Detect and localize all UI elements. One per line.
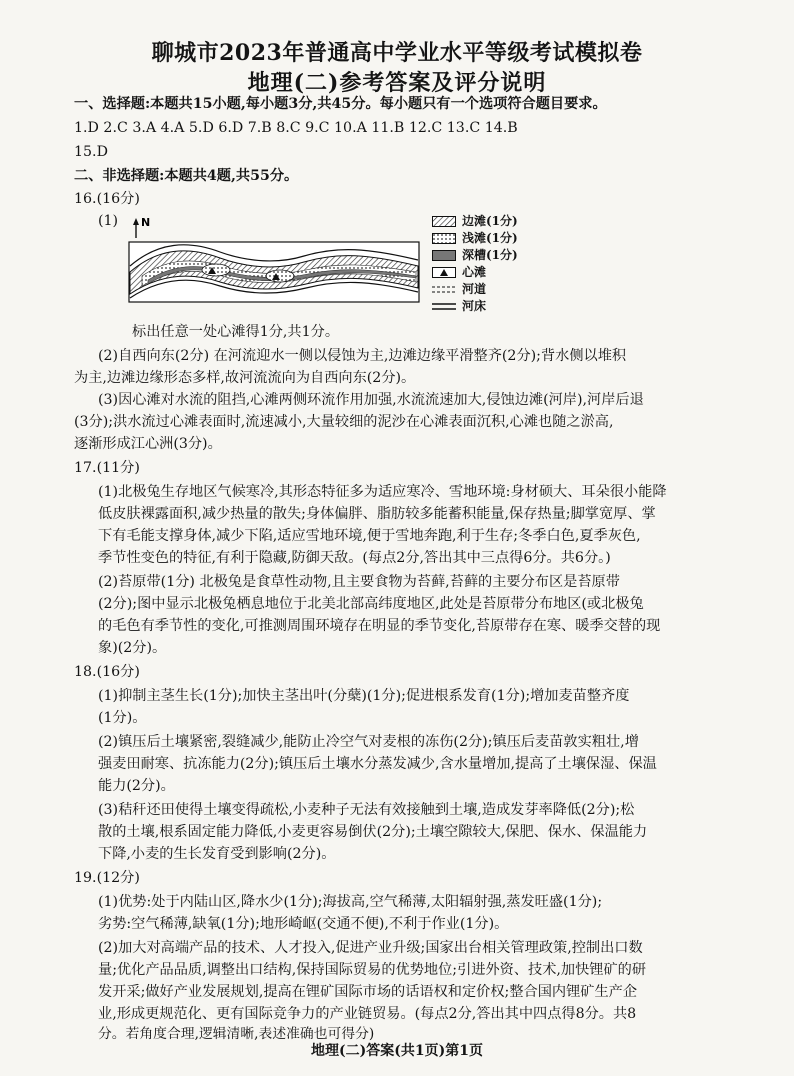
q18-line: 强麦田耐寒、抗冻能力(2分);镇压后土壤水分蒸发减少,含水量增加,提高了土壤保湿、保温 — [98, 756, 657, 772]
q16-line: (2)自西向东(2分) 在河流迎水一侧以侵蚀为主,边滩边缘平滑整齐(2分);背水侧以堆积 — [98, 348, 627, 364]
mid-channel-bar-east — [266, 270, 294, 282]
page-subtitle: 地理(二)参考答案及评分说明 — [247, 70, 547, 96]
q16-line: 逐渐形成江心洲(3分)。 — [74, 436, 222, 452]
q16-line: (3)因心滩对水流的阻挡,心滩两侧环流作用加强,水流流速加大,侵蚀边滩(河岸),河岸后退 — [98, 392, 644, 408]
q19-line: 发开采;做好产业发展规划,提高在锂矿国际市场的话语权和定价权;整合国内锂矿生产企 — [98, 984, 638, 1000]
q17-line: 的毛色有季节性的变化,可推测周围环境存在明显的季节变化,苔原带存在寒、暖季交替的现 — [98, 618, 661, 634]
q16-part1-label: (1) — [98, 213, 119, 229]
river-map-svg — [128, 214, 422, 304]
q19-line: 分。若角度合理,逻辑清晰,表述准确也可得分) — [98, 1026, 375, 1042]
q17-line: 季节性变色的特征,有利于隐藏,防御天敌。(每点2分,答出其中三点得6分。共6分。) — [98, 550, 611, 566]
q17-line: 象)(2分)。 — [98, 640, 167, 656]
q18-line: (2)镇压后土壤紧密,裂缝减少,能防止冷空气对麦根的冻伤(2分);镇压后麦苗敦实粗壮,增 — [98, 734, 639, 750]
north-label: N — [141, 216, 151, 229]
choice-answers-line1: 1.D 2.C 3.A 4.A 5.D 6.D 7.B 8.C 9.C 10.A 11.B 12.C 13.C 14.B — [74, 120, 518, 136]
page-title: 聊城市2023年普通高中学业水平等级考试模拟卷 — [151, 40, 643, 66]
section1-header: 一、选择题:本题共15小题,每小题3分,共45分。每小题只有一个选项符合题目要求。 — [74, 96, 607, 112]
q17-line: 下有毛能支撑身体,减少下陷,适应雪地环境,便于雪地奔跑,利于生存;冬季白色,夏季灰色, — [98, 528, 641, 544]
q17-number: 17.(11分) — [74, 460, 140, 476]
choice-answers-line2: 15.D — [74, 144, 108, 160]
mid-channel-bar-west — [202, 264, 230, 276]
section2-header: 二、非选择题:本题共4题,共55分。 — [74, 168, 299, 184]
q19-line: (1)优势:处于内陆山区,降水少(1分);海拔高,空气稀薄,太阳辐射强,蒸发旺盛(1分); — [98, 894, 603, 910]
q16-part1-note: 标出任意一处心滩得1分,共1分。 — [132, 324, 340, 340]
q17-line: (2分);图中显示北极兔栖息地位于北美北部高纬度地区,此处是苔原带分布地区(或北极兔 — [98, 596, 644, 612]
q16-line: (3分);洪水流过心滩表面时,流速减小,大量较细的泥沙在心滩表面沉积,心滩也随之淤高, — [74, 414, 614, 430]
q18-line: (1)抑制主茎生长(1分);加快主茎出叶(分蘖)(1分);促进根系发育(1分);增加麦苗整齐度 — [98, 688, 630, 704]
q17-line: (1)北极兔生存地区气候寒冷,其形态特征多为适应寒冷、雪地环境:身材硕大、耳朵很小能降 — [98, 484, 667, 500]
q19-line: (2)加大对高端产品的技术、人才投入,促进产业升级;国家出台相关管理政策,控制出口数 — [98, 940, 643, 956]
q16-line: 为主,边滩边缘形态多样,故河流流向为自西向东(2分)。 — [74, 370, 416, 386]
q18-line: (3)秸秆还田使得土壤变得疏松,小麦种子无法有效接触到土壤,造成发芽率降低(2分);松 — [98, 802, 635, 818]
q18-number: 18.(16分) — [74, 664, 140, 680]
q16-number: 16.(16分) — [74, 191, 140, 207]
q19-line: 劣势:空气稀薄,缺氧(1分);地形崎岖(交通不便),不利于作业(1分)。 — [98, 916, 509, 932]
river-map-figure — [128, 214, 422, 304]
answer-sheet-page: 聊城市2023年普通高中学业水平等级考试模拟卷 地理(二)参考答案及评分说明 一、选择题:本题共15小题,每小题3分,共45分。每小题只有一个选项符合题目要求。 1.D 2.C 3.A 4.A 5.D 6.D 7.B 8.C 9.C 10.A 11.B 12.C 13.C 14.B 15.D 二、非选择题:本题共4题,共55分。 16.(16分) (1) N 边滩(1分) 浅滩(1分) 深槽(1分) 心滩 河道 河床 标出任意一处心滩得1分,共1分。 (2)自西向东(2分) 在河流迎水一侧以侵蚀为主,边滩边缘平滑整齐(2分);背水侧以堆积 为主,边滩边缘形态多样,故河流流向为自西向东(2分)。 (3)因心滩对水流的阻挡,心滩两侧环流作用加强,水流流速加大,侵蚀边滩(河岸),河岸后退 (3分);洪水流过心滩表面时,流速减小,大量较细的泥沙在心滩表面沉积,心滩也随之淤高, 逐渐形成江心洲(3分)。 17.(11分) (1)北极兔生存地区气候寒冷,其形态特征多为适应寒冷、雪地环境:身材硕大、耳朵很小能降 低皮肤裸露面积,减少热量的散失;身体偏胖、脂肪较多能蓄积能量,保存热量;脚掌宽厚、掌 下有毛能支撑身体,减少下陷,适应雪地环境,便于雪地奔跑,利于生存;冬季白色,夏季灰色, 季节性变色的特征,有利于隐藏,防御天敌。(每点2分,答出其中三点得6分。共6分。) (2)苔原带(1分) 北极兔是食草性动物,且主要食物为苔藓,苔藓的主要分布区是苔原带 (2分);图中显示北极兔栖息地位于北美北部高纬度地区,此处是苔原带分布地区(或北极兔 的毛色有季节性的变化,可推测周围环境存在明显的季节变化,苔原带存在寒、暖季交替的现 象)(2分)。 18.(16分) (1)抑制主茎生长(1分);加快主茎出叶(分蘖)(1分);促进根系发育(1分);增加麦苗整齐度 (1分)。 (2)镇压后土壤紧密,裂缝减少,能防止冷空气对麦根的冻伤(2分);镇压后麦苗敦实粗壮,增 强麦田耐寒、抗冻能力(2分);镇压后土壤水分蒸发减少,含水量增加,提高了土壤保湿、保温 能力(2分)。 (3)秸秆还田使得土壤变得疏松,小麦种子无法有效接触到土壤,造成发芽率降低(2分);松 散的土壤,根系固定能力降低,小麦更容易倒伏(2分);土壤空隙较大,保肥、保水、保温能力 下降,小麦的生长发育受到影响(2分)。 19.(12分) (1)优势:处于内陆山区,降水少(1分);海拔高,空气稀薄,太阳辐射强,蒸发旺盛(1分); 劣势:空气稀薄,缺氧(1分);地形崎岖(交通不便),不利于作业(1分)。 (2)加大对高端产品的技术、人才投入,促进产业升级;国家出台相关管理政策,控制出口数 量;优化产品品质,调整出口结构,保持国际贸易的优势地位;引进外资、技术,加快锂矿的研 发开采;做好产业发展规划,提高在锂矿国际市场的话语权和定价权;整合国内锂矿生产企 业,形成更规范化、更有国际竞争力的产业链贸易。(每点2分,答出其中四点得8分。共8 分。若角度合理,逻辑清晰,表述准确也可得分) 地理(二)答案(共1页)第1页 — [0, 0, 794, 1076]
q18-line: (1分)。 — [98, 710, 147, 726]
q19-number: 19.(12分) — [74, 870, 140, 886]
q18-line: 散的土壤,根系固定能力降低,小麦更容易倒伏(2分);土壤空隙较大,保肥、保水、保温能力 — [98, 824, 648, 840]
q17-line: 低皮肤裸露面积,减少热量的散失;身体偏胖、脂肪较多能蓄积能量,保存热量;脚掌宽厚、掌 — [98, 506, 656, 522]
q17-line: (2)苔原带(1分) 北极兔是食草性动物,且主要食物为苔藓,苔藓的主要分布区是苔原带 — [98, 574, 620, 590]
q19-line: 业,形成更规范化、更有国际竞争力的产业链贸易。(每点2分,答出其中四点得8分。共8 — [98, 1006, 637, 1022]
page-footer: 地理(二)答案(共1页)第1页 — [311, 1043, 483, 1059]
q19-line: 量;优化产品品质,调整出口结构,保持国际贸易的优势地位;引进外资、技术,加快锂矿的研 — [98, 962, 647, 978]
q18-line: 下降,小麦的生长发育受到影响(2分)。 — [98, 846, 336, 862]
q18-line: 能力(2分)。 — [98, 778, 175, 794]
